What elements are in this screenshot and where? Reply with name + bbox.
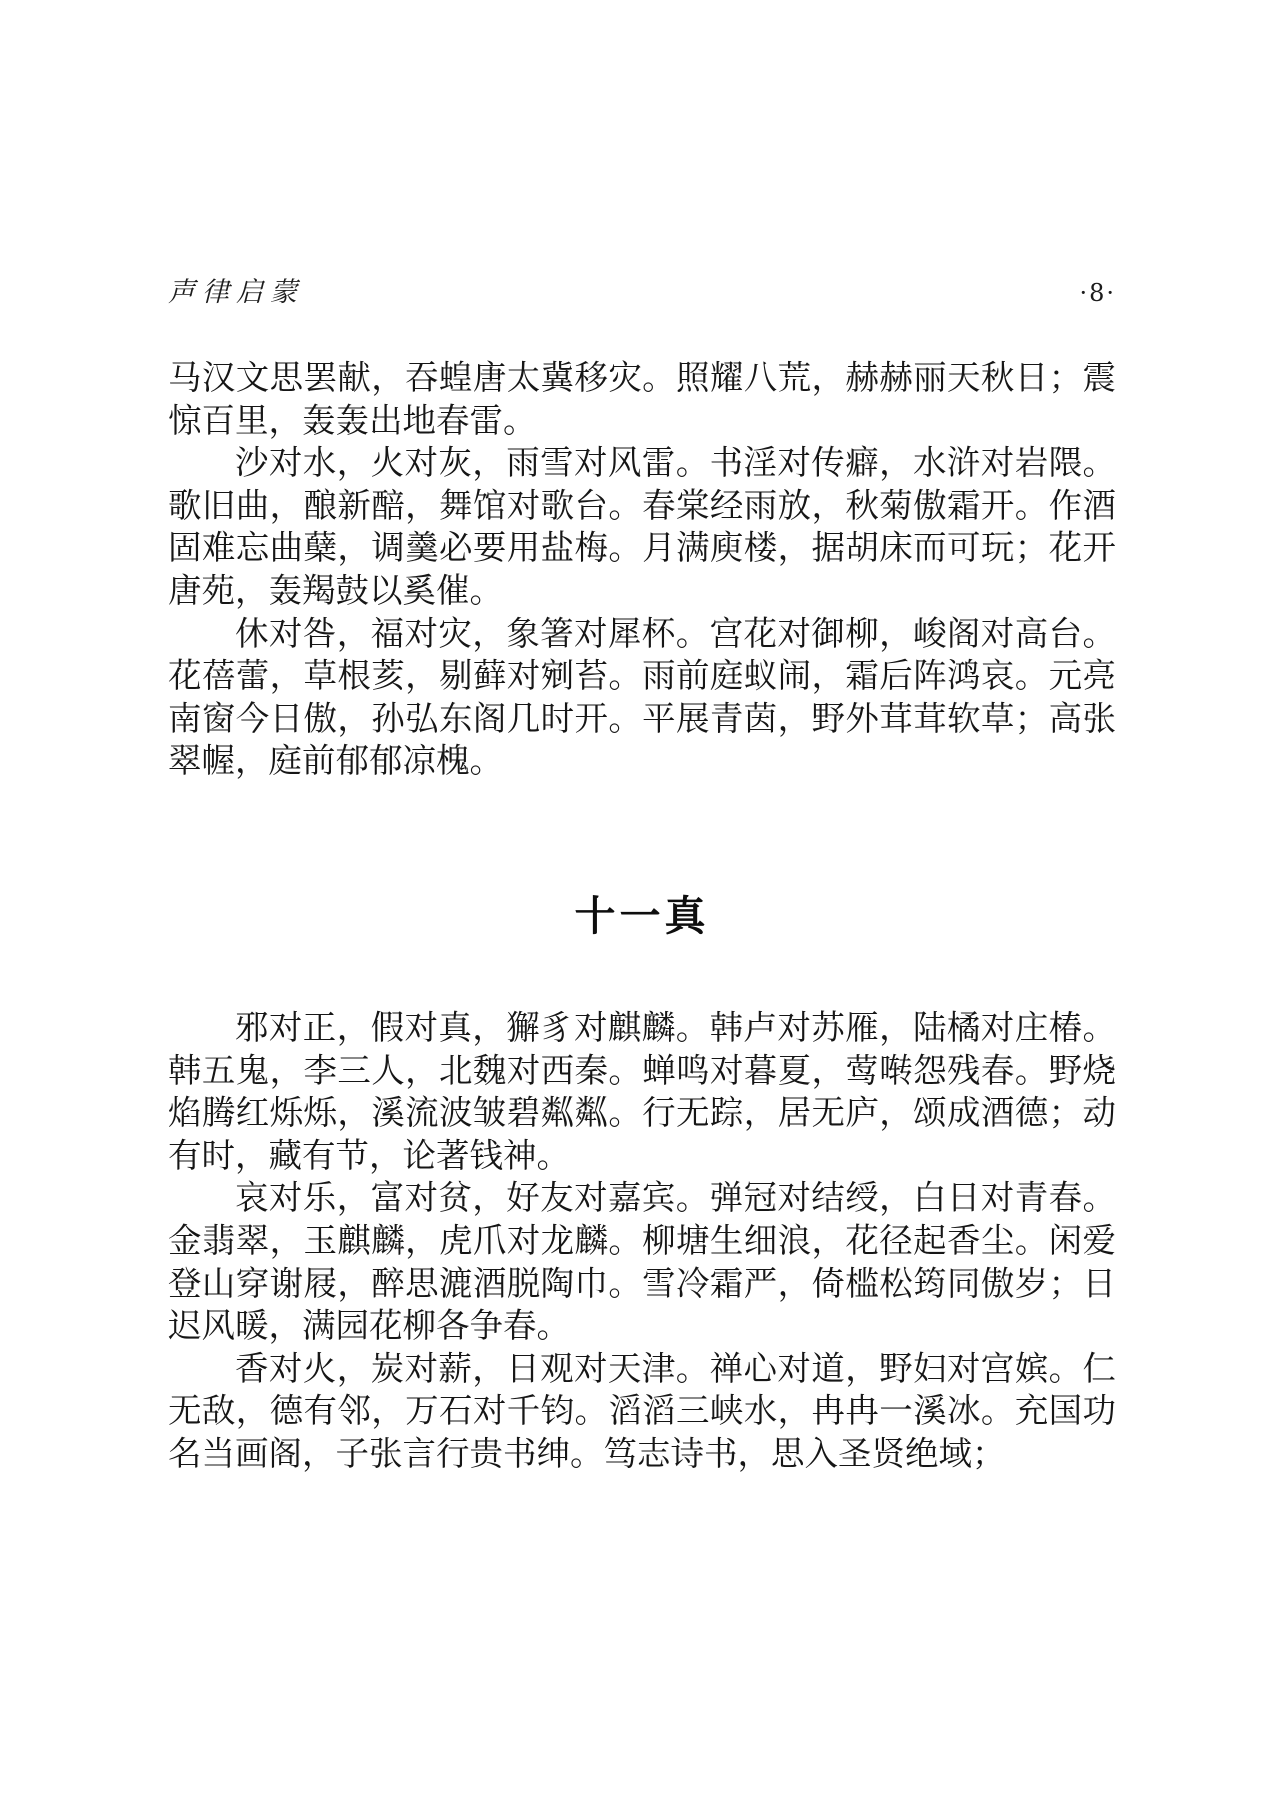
paragraph: 香对火，炭对薪，日观对天津。禅心对道，野妇对宫嫔。仁无敌，德有邻，万石对千钧。滔滔三峡水，冉冉一溪冰。充国功名当画阁，子张言行贵书绅。笃志诗书，思入圣贤绝域； [168, 1348, 1116, 1473]
paragraph: 邪对正，假对真，獬豸对麒麟。韩卢对苏雁，陆橘对庄椿。韩五鬼，李三人，北魏对西秦。蝉鸣对暮夏，莺啭怨残春。野烧焰腾红烁烁，溪流波皱碧粼粼。行无踪，居无庐，颂成酒德；动有时，藏有节，论著钱神。 [168, 1007, 1116, 1175]
paragraph: 沙对水，火对灰，雨雪对风雷。书淫对传癖，水浒对岩隈。歌旧曲，酿新醅，舞馆对歌台。春棠经雨放，秋菊傲霜开。作酒固难忘曲蘖，调羹必要用盐梅。月满庾楼，据胡床而可玩；花开唐苑，轰羯鼓以奚催。 [168, 443, 1116, 610]
paragraph: 哀对乐，富对贫，好友对嘉宾。弹冠对结绶，白日对青春。金翡翠，玉麒麟，虎爪对龙麟。柳塘生细浪，花径起香尘。闲爱登山穿谢屐，醉思漉酒脱陶巾。雪冷霜严，倚槛松筠同傲岁；日迟风暖，满园花柳各争春。 [168, 1178, 1116, 1346]
section-title: 十一真 [574, 891, 710, 940]
page-content [168, 0, 1116, 1475]
book-title: 声律启蒙 [168, 277, 304, 308]
paragraph: 休对咎，福对灾，象箸对犀杯。宫花对御柳，峻阁对高台。花蓓蕾，草根荄，剔藓对剜苔。雨前庭蚁闹，霜后阵鸿哀。元亮南窗今日傲，孙弘东阁几时开。平展青茵，野外茸茸软草；高张翠幄，庭前郁郁凉槐。 [168, 613, 1116, 781]
paragraph-continuation: 马汉文思罢献，吞蝗唐太冀移灾。照耀八荒，赫赫丽天秋日；震惊百里，轰轰出地春雷。 [168, 358, 1116, 440]
running-header [168, 0, 1116, 308]
section-text-block-1 [168, 357, 1116, 783]
section-text-block-2 [168, 1007, 1116, 1476]
page-number: ·8· [1079, 279, 1116, 307]
